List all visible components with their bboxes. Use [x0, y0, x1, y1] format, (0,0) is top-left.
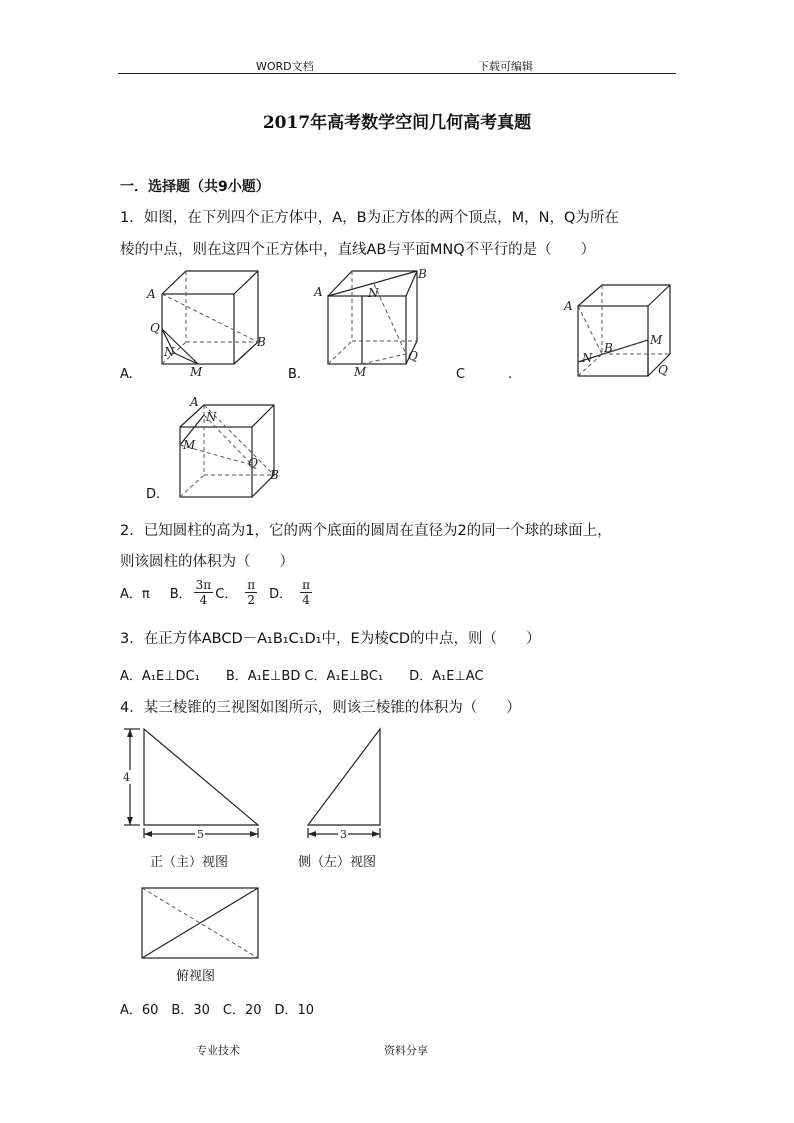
fraction-denominator: 4: [302, 593, 310, 607]
label-q: Q: [408, 349, 418, 363]
label-q: Q: [248, 456, 258, 470]
fraction-denominator: 2: [247, 593, 256, 607]
q2-line2: 则该圆柱的体积为（ ）: [120, 554, 294, 570]
q3-line1: 3．在正方体ABCD－A₁B₁C₁D₁中，E为棱CD的中点，则（ ）: [120, 631, 541, 647]
front-view-figure: [118, 726, 268, 846]
q2-options: [120, 578, 312, 607]
label-a: A: [564, 299, 573, 313]
label-m: M: [190, 365, 203, 379]
q2-option-d: D．: [269, 587, 293, 602]
fraction-denominator: 4: [199, 593, 208, 607]
q2-option-c-fraction: [245, 578, 257, 607]
header-rule: [118, 73, 676, 74]
q3-options: A．A₁E⊥DC₁ B．A₁E⊥BD C．A₁E⊥BC₁ D．A₁E⊥AC: [120, 669, 484, 684]
label-n: N: [368, 286, 379, 300]
header-left: WORD文档: [256, 60, 314, 73]
label-n: N: [582, 351, 593, 365]
fraction-numerator: π: [247, 578, 256, 592]
q1-figure-a: [140, 266, 280, 379]
q4-line1: 4．某三棱锥的三视图如图所示，则该三棱锥的体积为（ ）: [120, 700, 521, 716]
label-m: M: [650, 333, 663, 347]
q2-line1: 2．已知圆柱的高为1，它的两个底面的圆周在直径为2的同一个球的球面上，: [120, 523, 612, 539]
q2-option-b-fraction: [194, 578, 214, 607]
footer-right: 资料分享: [384, 1044, 428, 1057]
page-title: 2017年高考数学空间几何高考真题: [262, 113, 532, 133]
fraction-numerator: π: [302, 578, 311, 592]
label-m: M: [354, 365, 367, 379]
header-right: 下载可编辑: [478, 60, 533, 73]
fraction-numerator: 3π: [195, 578, 212, 592]
section-heading: 一．选择题（共9小题）: [120, 179, 270, 195]
q1-line2: 棱的中点，则在这四个正方体中，直线AB与平面MNQ不平行的是（ ）: [120, 242, 596, 258]
q2-option-d-fraction: [300, 578, 312, 607]
q1-option-d: D.: [146, 487, 161, 502]
q1-option-b: B.: [288, 367, 302, 382]
label-b: B: [270, 468, 279, 482]
front-view-caption: 正（主）视图: [150, 855, 229, 870]
q1-figure-d: [170, 395, 290, 503]
side-view-figure: [300, 726, 390, 846]
label-q: Q: [150, 321, 160, 335]
top-view-caption: 俯视图: [176, 969, 216, 984]
label-m: M: [183, 438, 196, 452]
label-a: A: [314, 285, 323, 299]
q1-option-c-dot: .: [508, 367, 513, 382]
front-height-dim: 4: [123, 771, 130, 784]
label-n: N: [164, 345, 175, 359]
q1-figure-c: [560, 280, 680, 380]
q2-option-b: B．: [169, 587, 192, 602]
q2-option-c: C．: [215, 587, 238, 602]
label-n: N: [206, 410, 217, 424]
label-b: B: [257, 335, 266, 349]
q1-line1: 1．如图，在下列四个正方体中，A，B为正方体的两个顶点，M，N，Q为所在: [120, 210, 619, 226]
q1-option-a: A.: [120, 367, 133, 382]
label-b: B: [418, 267, 427, 281]
q2-option-a: A．π: [120, 587, 150, 602]
side-width-dim: 3: [340, 828, 347, 841]
top-view-figure: [138, 884, 263, 962]
label-q: Q: [658, 363, 668, 377]
label-a: A: [147, 287, 156, 301]
front-width-dim: 5: [197, 828, 204, 841]
q4-options: A．60 B．30 C．20 D．10: [120, 1003, 315, 1018]
label-b: B: [604, 341, 613, 355]
side-view-caption: 侧（左）视图: [298, 855, 377, 870]
q1-figure-b: [312, 266, 442, 379]
label-a: A: [190, 395, 199, 409]
q1-option-c: C: [456, 367, 466, 382]
footer-left: 专业技术: [196, 1044, 240, 1057]
